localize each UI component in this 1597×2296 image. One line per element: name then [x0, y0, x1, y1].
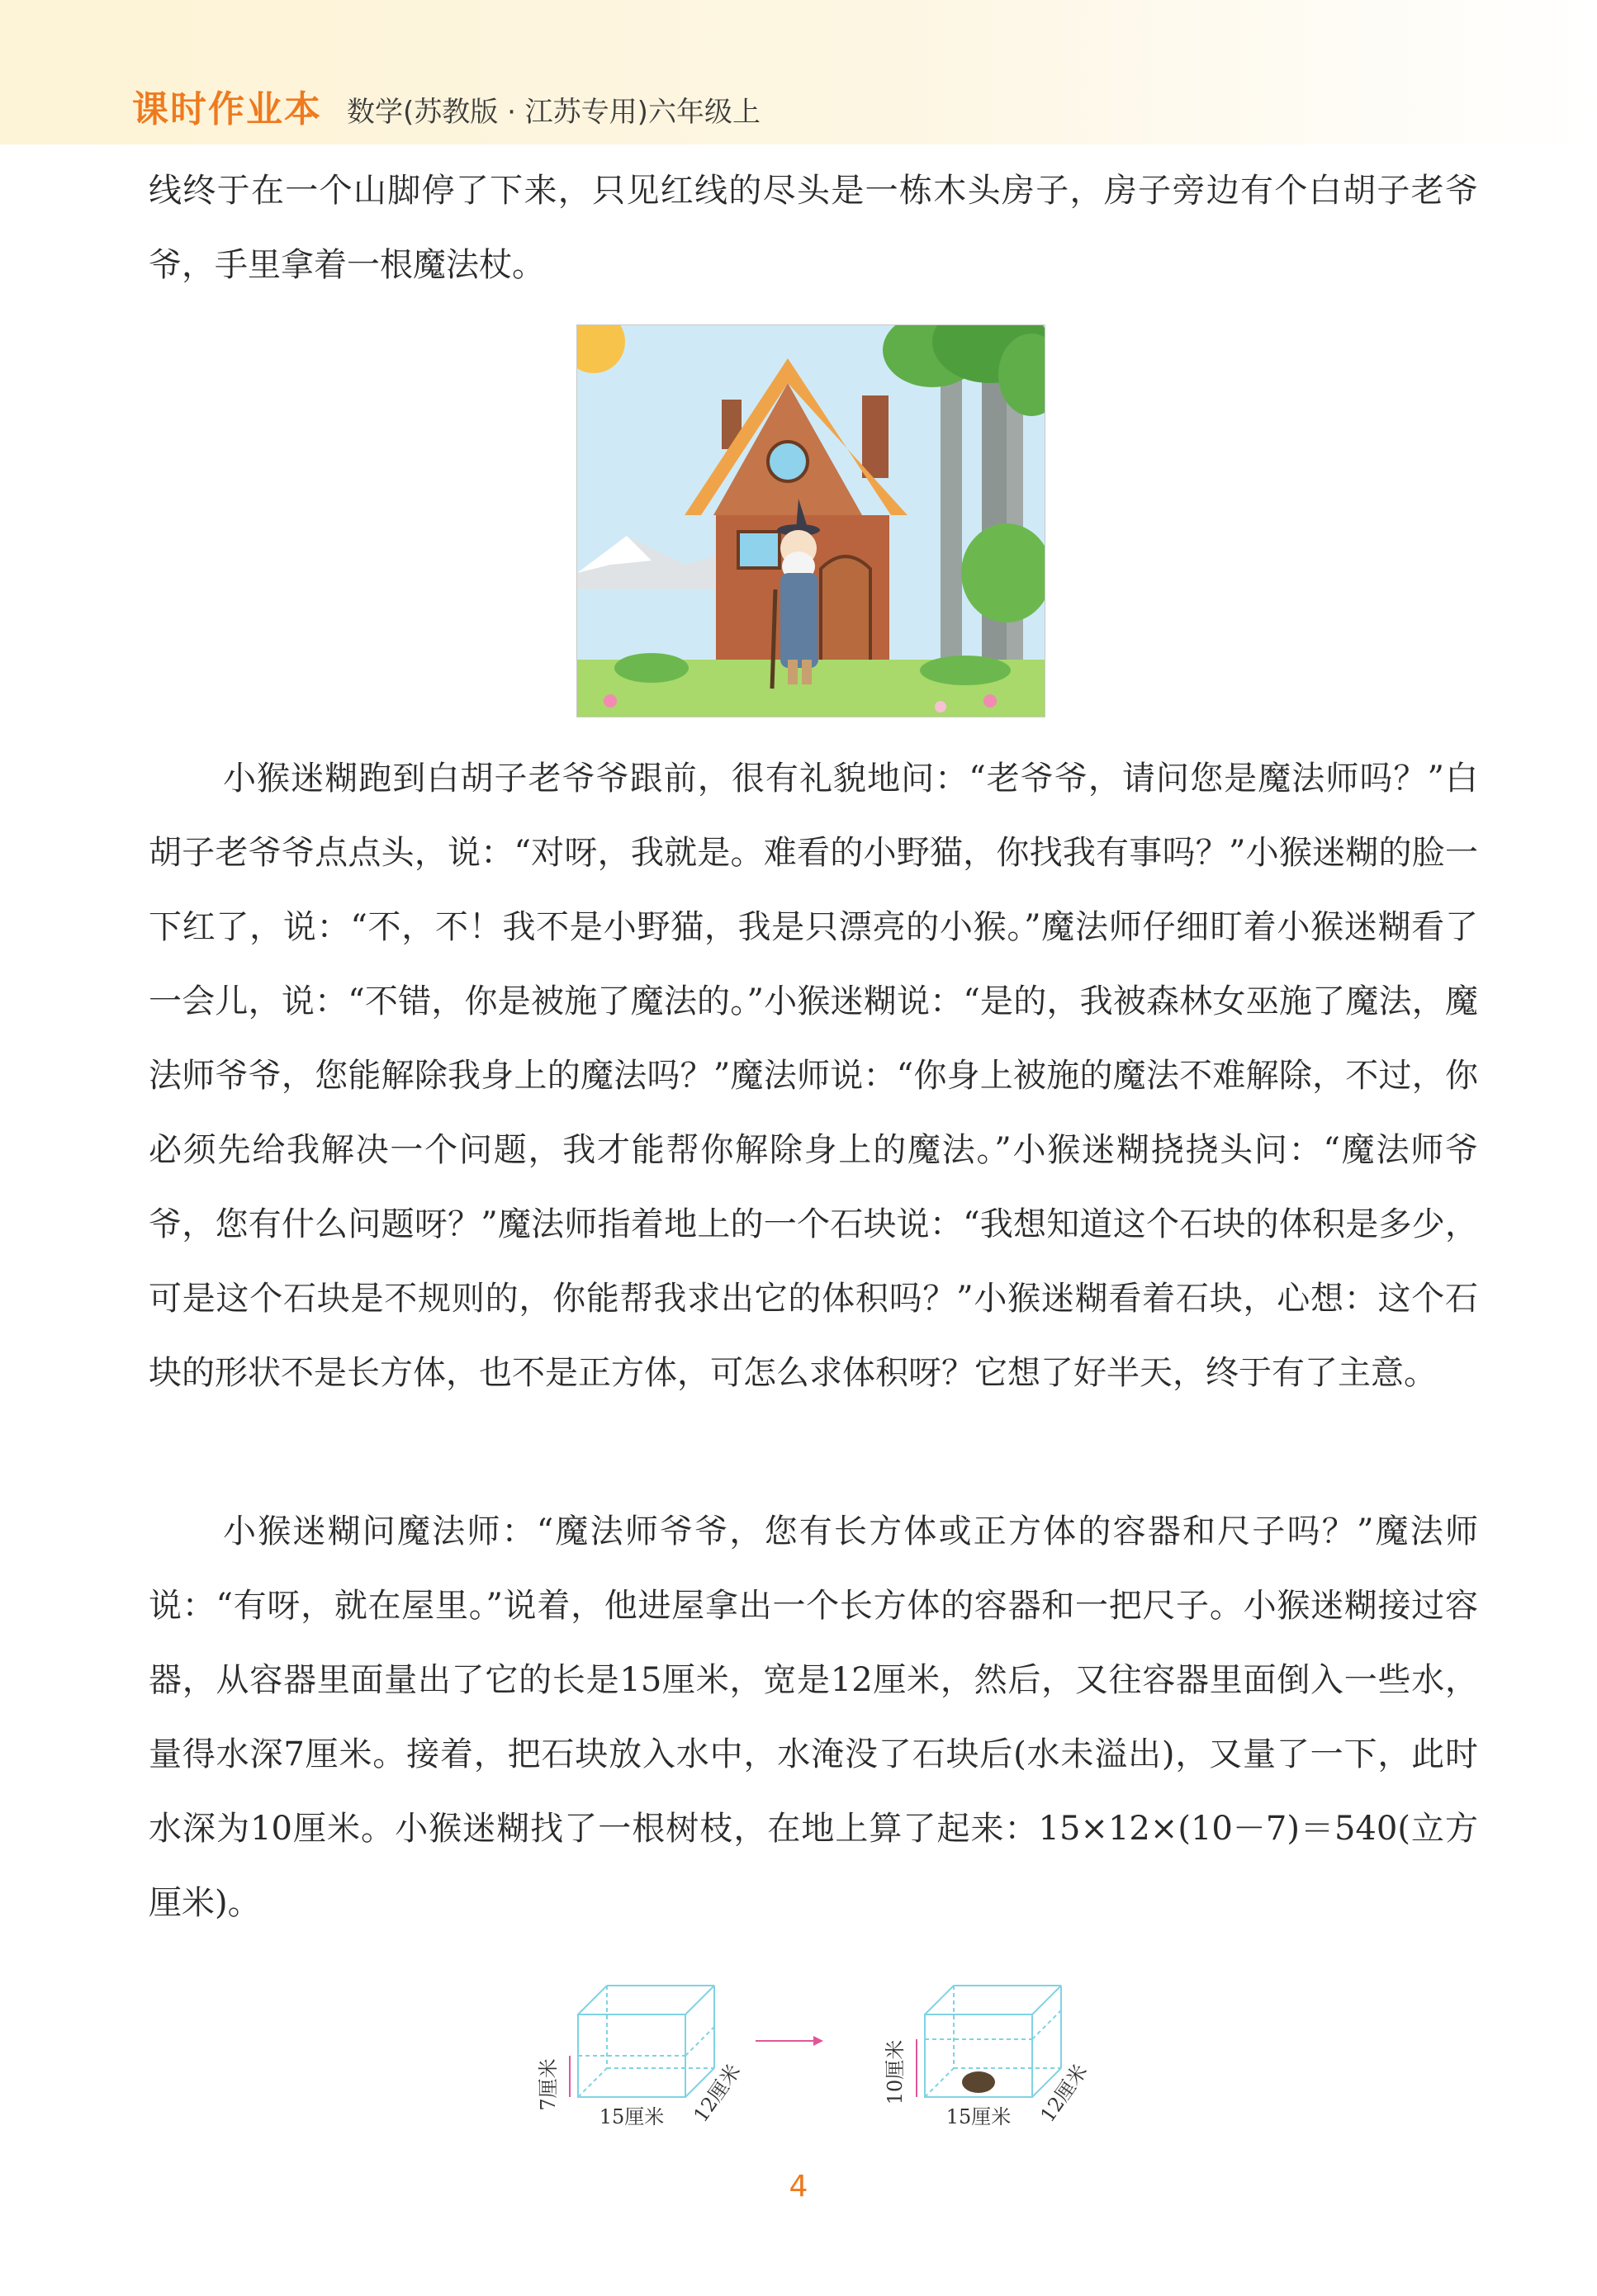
- story-paragraph-2: 小猴迷糊跑到白胡子老爷爷跟前，很有礼貌地问：“老爷爷，请问您是魔法师吗？”白胡子老爷爷点点头，说：“对呀，我就是。难看的小野猫，你找我有事吗？”小猴迷糊的脸一下红了，说：“不，不！我不是小野猫，我是只漂亮的小猴。”魔法师仔细盯着小猴迷糊看了一会儿，说：“不错，你是被施了魔法的。”小猴迷糊说：“是的，我被森林女巫施了魔法，魔法师爷爷，您能解除我身上的魔法吗？”魔法师说：“你身上被施的魔法不难解除，不过，你必须先给我解决一个问题，我才能帮你解除身上的魔法。”小猴迷糊挠挠头问：“魔法师爷爷，您有什么问题呀？”魔法师指着地上的一个石块说：“我想知道这个石块的体积是多少，可是这个石块是不规则的，你能帮我求出它的体积吗？”小猴迷糊看着石块，心想：这个石块的形状不是长方体，也不是正方体，可怎么求体积呀？它想了好半天，终于有了主意。: [149, 760, 1478, 1392]
- story-paragraph-1: 线终于在一个山脚停了下来，只见红线的尽头是一栋木头房子，房子旁边有个白胡子老爷爷，手里拿着一根魔法杖。: [149, 172, 1478, 284]
- story-paragraph-3: 小猴迷糊问魔法师：“魔法师爷爷，您有长方体或正方体的容器和尺子吗？”魔法师说：“有呀，就在屋里。”说着，他进屋拿出一个长方体的容器和一把尺子。小猴迷糊接过容器，从容器里面量出了它的长是15厘米，宽是12厘米，然后，又往容器里面倒入一些水，量得水深7厘米。接着，把石块放入水中，水淹没了石块后(水未溢出)，又量了一下，此时水深为10厘米。小猴迷糊找了一根树枝，在地上算了起来：15×12×(10－7)＝540(立方厘米)。: [149, 1513, 1478, 1922]
- book-title: 课时作业本: [132, 88, 322, 130]
- length-label-left: 15厘米: [599, 2105, 665, 2128]
- cottage-illustration: [576, 324, 1045, 717]
- page-number: 4: [789, 2170, 808, 2204]
- stone-icon: [962, 2071, 995, 2093]
- book-subject: 数学(苏教版 · 江苏专用)六年级上: [347, 96, 761, 129]
- page-header: [132, 79, 761, 129]
- height-label-left: 7厘米: [537, 2058, 560, 2111]
- container-before: [578, 1986, 714, 2097]
- width-label-right: 12厘米: [1035, 2060, 1092, 2127]
- height-label-right: 10厘米: [884, 2039, 907, 2105]
- length-label-right: 15厘米: [945, 2105, 1012, 2128]
- width-label-left: 12厘米: [689, 2060, 746, 2127]
- volume-diagram: [495, 1981, 1123, 2155]
